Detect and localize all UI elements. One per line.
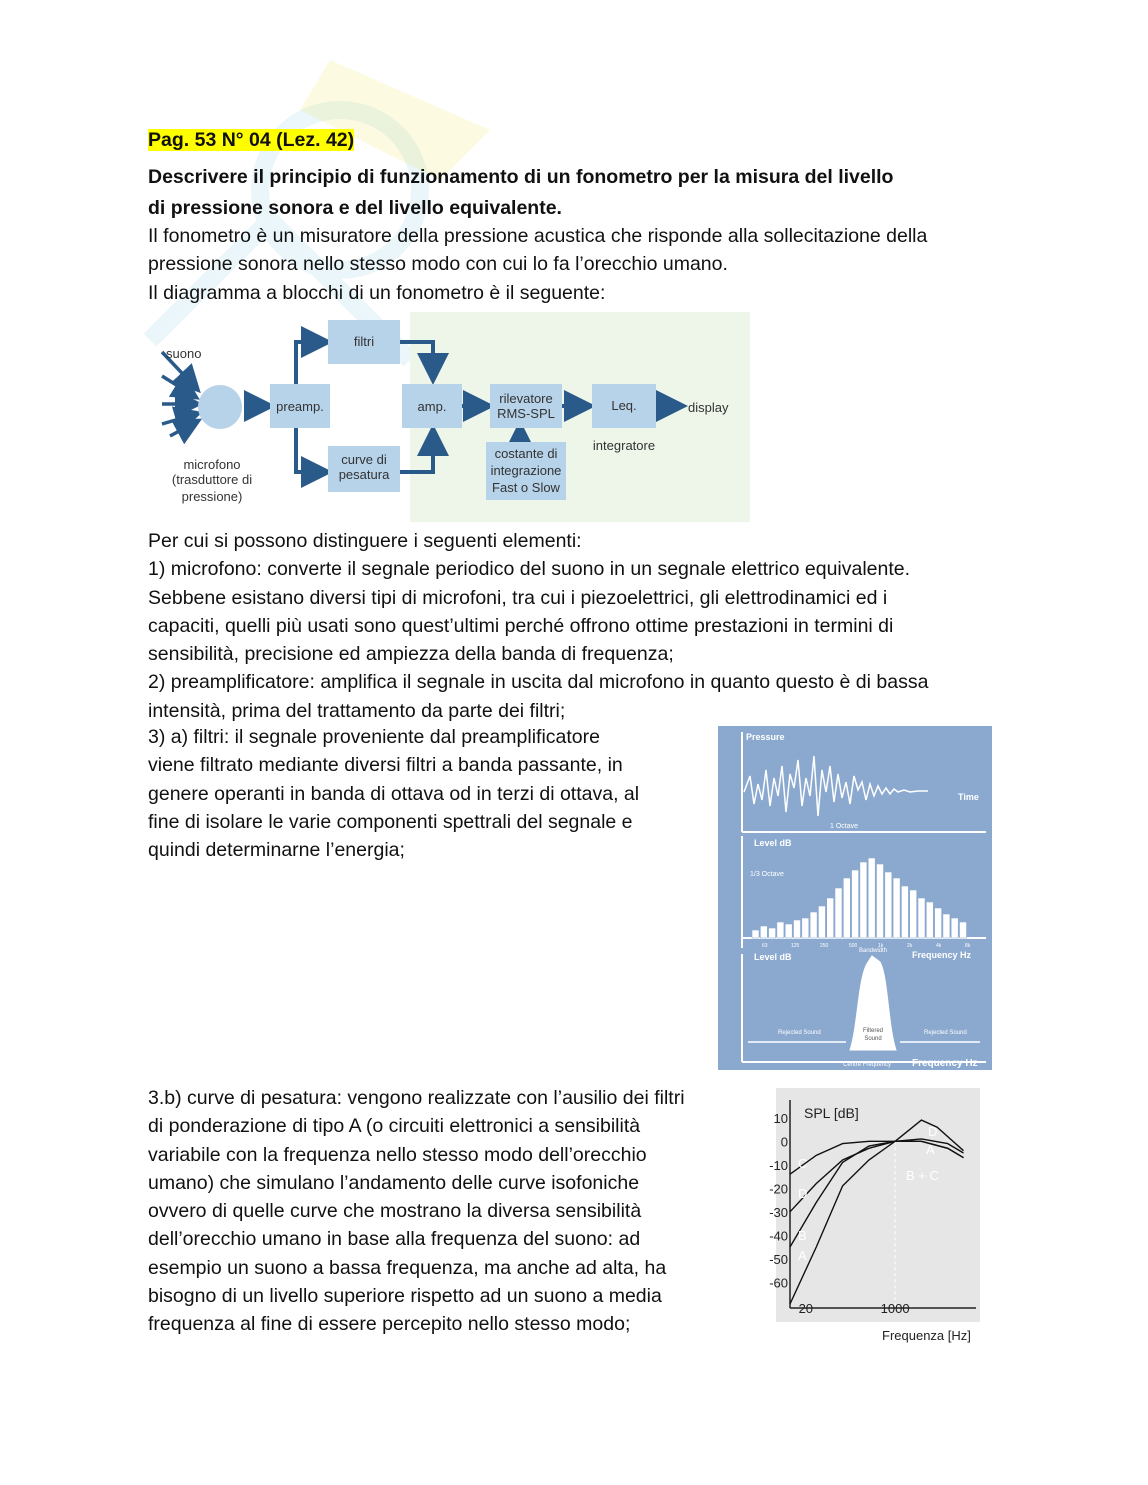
leq-label: Leq. bbox=[611, 398, 637, 413]
frequency-tick: 500 bbox=[849, 943, 858, 949]
spectrum-bar bbox=[802, 918, 809, 938]
text-line: viene filtrato mediante diversi filtri a banda passante, in bbox=[148, 754, 623, 777]
filters-paragraph bbox=[148, 723, 639, 864]
amp-label: amp. bbox=[417, 399, 447, 414]
spectrum-bar bbox=[760, 926, 767, 938]
text-line: 1) microfono: converte il segnale periodico del suono in un segnale elettrico equivalente. bbox=[148, 558, 911, 581]
header bbox=[148, 126, 354, 154]
octave-label: 1 Octave bbox=[830, 823, 859, 830]
chart-background bbox=[773, 1088, 980, 1322]
y-tick-label: -50 bbox=[769, 1251, 788, 1267]
frequency-tick: 63 bbox=[762, 943, 768, 949]
spectrum-bar bbox=[843, 878, 850, 938]
spectrum-bar bbox=[926, 902, 933, 938]
text-line: quindi determinarne l’energia; bbox=[148, 839, 405, 862]
x-tick-label: 1000 bbox=[880, 1301, 910, 1316]
curve-label: B bbox=[798, 1228, 807, 1243]
text-line: bisogno di un livello superiore rispetto ad un suono a media bbox=[148, 1285, 662, 1308]
frequency-tick: 4k bbox=[936, 943, 942, 949]
y-tick-label: -40 bbox=[769, 1228, 788, 1244]
text-line: umano) che simulano l’andamento delle curve isofoniche bbox=[148, 1171, 640, 1194]
frequency-tick: 250 bbox=[820, 943, 829, 949]
rilevatore-label: rilevatore bbox=[499, 391, 553, 406]
time-label: Time bbox=[958, 792, 979, 802]
weighting-paragraph bbox=[148, 1084, 685, 1339]
integratore-label: integratore bbox=[592, 438, 656, 453]
frequency-tick: 8k bbox=[965, 943, 971, 949]
text-line: fine di isolare le varie componenti spettrali del segnale e bbox=[148, 810, 633, 833]
y-tick-label: 10 bbox=[773, 1110, 788, 1126]
level-label: Level dB bbox=[754, 838, 792, 848]
curve-label: C bbox=[798, 1156, 808, 1171]
text-line: Il fonometro è un misuratore della pressione acustica che risponde alla sollecitazione della bbox=[148, 225, 928, 247]
spectrum-bar bbox=[951, 918, 958, 938]
rejected-label: Rejected Sound bbox=[924, 1030, 967, 1036]
y-tick-label: -30 bbox=[769, 1204, 788, 1220]
block-diagram bbox=[150, 312, 750, 522]
text-line: sensibilità, precisione ed ampiezza della banda di frequenza; bbox=[148, 643, 674, 666]
text-line: di ponderazione di tipo A (o circuiti elettronici a sensibilità bbox=[148, 1115, 641, 1138]
costante-label: costante di bbox=[494, 446, 558, 461]
y-tick-label: -10 bbox=[769, 1157, 788, 1173]
page-reference: Pag. 53 N° 04 (Lez. 42) bbox=[148, 129, 355, 151]
display-label: display bbox=[688, 400, 729, 415]
text-line: esempio un suono a bassa frequenza, ma anche ad alta, ha bbox=[148, 1256, 667, 1279]
y-tick-label: -60 bbox=[769, 1275, 788, 1291]
y-tick-label: -20 bbox=[769, 1181, 788, 1197]
curve-label: pesatura bbox=[338, 467, 390, 482]
spectrum-bar bbox=[852, 870, 859, 938]
text-line: genere operanti in banda di ottava od in terzi di ottava, al bbox=[148, 782, 640, 805]
rilevatore-label: RMS-SPL bbox=[497, 406, 555, 421]
rejected-label: Rejected Sound bbox=[778, 1030, 821, 1036]
spectrum-bar bbox=[910, 890, 917, 938]
frequency-tick: 1k bbox=[878, 943, 884, 949]
microfono-label: (trasduttore di bbox=[171, 472, 253, 487]
suono-label: suono bbox=[166, 346, 202, 361]
centre-frequency-label: Centre Frequency bbox=[843, 1062, 892, 1068]
filtered-label: Filtered bbox=[862, 1028, 884, 1034]
text-line: capaciti, quelli più usati sono quest’ultimi perché offrono ottime prestazioni in termini di bbox=[148, 614, 894, 637]
spectrum-bar bbox=[885, 872, 892, 938]
spectrum-bar bbox=[818, 906, 825, 938]
curve-label: D bbox=[798, 1186, 808, 1201]
curve-label: curve di bbox=[341, 452, 387, 467]
spectrum-bar bbox=[777, 922, 784, 938]
text-line: Per cui si possono distinguere i seguenti elementi: bbox=[148, 530, 582, 552]
spectrum-bar bbox=[860, 862, 867, 938]
spectrum-bar bbox=[877, 864, 884, 938]
microfono-label: pressione) bbox=[181, 489, 243, 504]
question-title bbox=[148, 162, 893, 224]
frequency-tick: 125 bbox=[791, 943, 800, 949]
costante-label: integrazione bbox=[490, 463, 562, 478]
filter-figure bbox=[718, 726, 992, 1070]
frequency-tick: 2k bbox=[907, 943, 913, 949]
text-line: variabile con la frequenza nello stesso modo dell’orecchio bbox=[148, 1143, 647, 1166]
spectrum-bar bbox=[918, 898, 925, 938]
bandwidth-label: Bandwidth bbox=[858, 948, 888, 954]
curve-label: A bbox=[798, 1248, 807, 1263]
text-line: 2) preamplificatore: amplifica il segnale in uscita dal microfono in quanto questo è di bassa bbox=[148, 671, 929, 694]
spectrum-bar bbox=[835, 888, 842, 938]
level-label: Level dB bbox=[754, 952, 792, 962]
weighting-chart bbox=[760, 1088, 992, 1344]
microphone-circle bbox=[198, 385, 242, 429]
third-octave-label: 1/3 Octave bbox=[750, 871, 784, 878]
text-line: Sebbene esistano diversi tipi di microfoni, tra cui i piezoelettrici, gli elettrodinamici ed i bbox=[148, 586, 888, 609]
x-tick-label: 20 bbox=[798, 1301, 814, 1316]
filtri-label: filtri bbox=[353, 334, 375, 349]
y-axis-label: SPL [dB] bbox=[804, 1105, 859, 1121]
text-line: 3) a) filtri: il segnale proveniente dal preamplificatore bbox=[148, 726, 600, 748]
curve-label: B + C bbox=[906, 1168, 939, 1183]
text-line: intensità, prima del trattamento da parte dei filtri; bbox=[148, 699, 566, 722]
spectrum-bar bbox=[785, 924, 792, 938]
frequency-label: Frequency Hz bbox=[912, 1058, 978, 1069]
spectrum-bar bbox=[943, 914, 950, 938]
curve-label: A bbox=[926, 1142, 935, 1157]
spectrum-bar bbox=[794, 920, 801, 938]
question-line: Descrivere il principio di funzionamento di un fonometro per la misura del livello bbox=[148, 166, 894, 188]
curve-label: D bbox=[928, 1124, 938, 1139]
spectrum-bar bbox=[868, 858, 875, 938]
text-line: Il diagramma a blocchi di un fonometro è il seguente: bbox=[148, 281, 606, 304]
filtered-label: Sound bbox=[864, 1036, 882, 1042]
spectrum-bar bbox=[769, 928, 776, 938]
spectrum-bar bbox=[935, 908, 942, 938]
text-line: ovvero di quelle curve che mostrano la diversa sensibilità bbox=[148, 1200, 642, 1223]
body-paragraph bbox=[148, 527, 928, 725]
question-line: di pressione sonora e del livello equivalente. bbox=[148, 197, 562, 219]
text-line: frequenza al fine di essere percepito nello stesso modo; bbox=[148, 1313, 631, 1336]
text-line: 3.b) curve di pesatura: vengono realizzate con l’ausilio dei filtri bbox=[148, 1087, 685, 1109]
preamp-label: preamp. bbox=[276, 399, 324, 414]
spectrum-bar bbox=[810, 912, 817, 938]
spectrum-bar bbox=[752, 930, 759, 938]
costante-label: Fast o Slow bbox=[492, 480, 560, 495]
spectrum-bar bbox=[960, 922, 967, 938]
intro-paragraph bbox=[148, 222, 927, 307]
y-tick-label: 0 bbox=[780, 1134, 788, 1150]
spectrum-bar bbox=[901, 886, 908, 938]
spectrum-bar bbox=[893, 878, 900, 938]
text-line: pressione sonora nello stesso modo con cui lo fa l’orecchio umano. bbox=[148, 253, 728, 276]
spectrum-bar bbox=[827, 898, 834, 938]
text-line: dell’orecchio umano in base alla frequenza del suono: ad bbox=[148, 1228, 641, 1251]
frequency-label: Frequency Hz bbox=[912, 950, 972, 960]
pressure-label: Pressure bbox=[746, 732, 785, 742]
x-axis-label: Frequenza [Hz] bbox=[882, 1328, 971, 1343]
microfono-label: microfono bbox=[183, 457, 241, 472]
